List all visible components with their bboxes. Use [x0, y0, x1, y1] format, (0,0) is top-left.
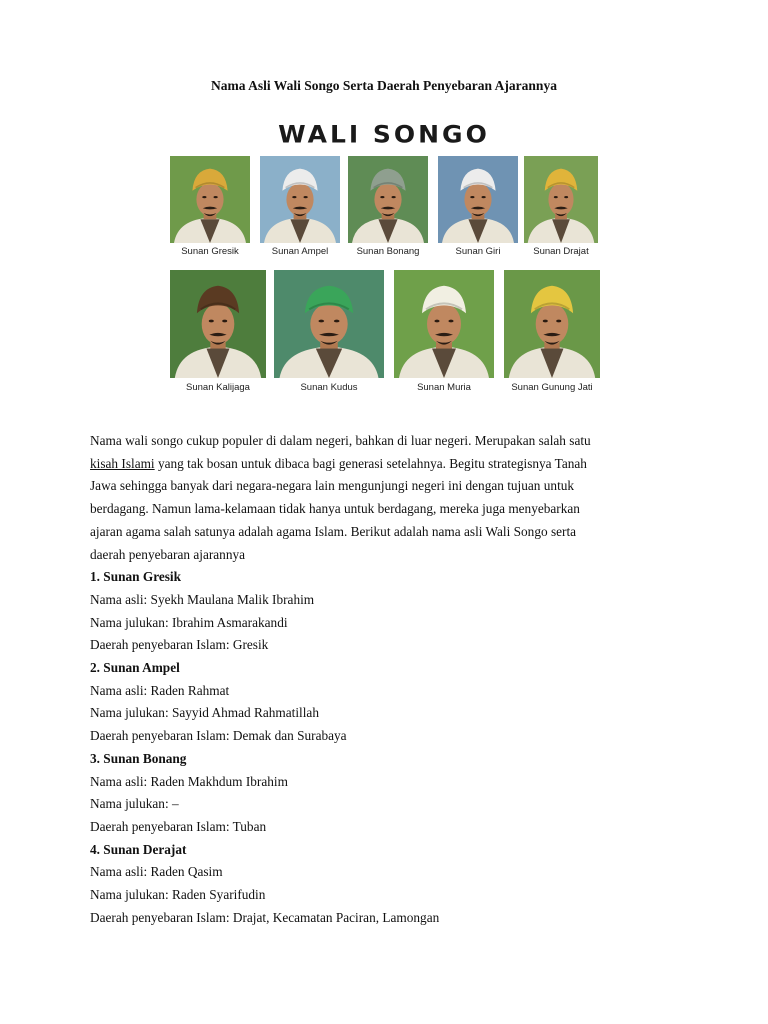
section-heading: 4. Sunan Derajat — [90, 841, 187, 857]
nama-julukan: Nama julukan: Sayyid Ahmad Rahmatillah — [90, 705, 319, 721]
nama-julukan: Nama julukan: Ibrahim Asmarakandi — [90, 614, 288, 630]
intro-line — [90, 453, 690, 476]
portrait-sunan-ampel — [260, 156, 340, 243]
nama-julukan: Nama julukan: Raden Syarifudin — [90, 887, 266, 903]
portrait-sunan-kalijaga — [170, 270, 266, 378]
caption-sunan-bonang: Sunan Bonang — [356, 246, 420, 257]
intro-line: berdagang. Namun lama-kelamaan tidak hanya untuk berdagang, mereka juga menyebarkan — [90, 501, 580, 517]
intro-line: ajaran agama salah satunya adalah agama Islam. Berikut adalah nama asli Wali Songo serta — [90, 523, 577, 539]
nama-asli: Nama asli: Syekh Maulana Malik Ibrahim — [90, 591, 315, 607]
portrait-art — [348, 156, 428, 243]
portrait-art — [260, 156, 340, 243]
portrait-art — [274, 270, 384, 378]
caption-sunan-ampel: Sunan Ampel — [271, 246, 329, 257]
caption-sunan-gresik: Sunan Gresik — [181, 246, 239, 257]
daerah-penyebaran: Daerah penyebaran Islam: Drajat, Kecamatan Paciran, Lamongan — [90, 909, 440, 925]
daerah-penyebaran: Daerah penyebaran Islam: Tuban — [90, 818, 267, 834]
banner-title: WALI SONGO — [278, 120, 490, 149]
intro-line: Nama wali songo cukup populer di dalam negeri, bahkan di luar negeri. Merupakan salah satu — [90, 433, 591, 448]
portrait-sunan-gresik — [170, 156, 250, 243]
wali-songo-image — [166, 118, 602, 400]
nama-julukan: Nama julukan: – — [90, 796, 179, 812]
portrait-sunan-giri — [438, 156, 518, 243]
intro-line-rest: yang tak bosan untuk dibaca bagi generasi setelahnya. Begitu strategisnya Tanah — [154, 455, 587, 471]
portrait-art — [170, 270, 266, 378]
caption-sunan-kalijaga: Sunan Kalijaga — [186, 382, 250, 393]
portrait-art — [394, 270, 494, 378]
caption-sunan-kudus: Sunan Kudus — [300, 382, 358, 393]
portrait-art — [438, 156, 518, 243]
portrait-sunan-gunung-jati — [504, 270, 600, 378]
nama-asli: Nama asli: Raden Rahmat — [90, 682, 230, 698]
section-heading: 3. Sunan Bonang — [90, 750, 187, 766]
portrait-art — [170, 156, 250, 243]
section-heading: 1. Sunan Gresik — [90, 569, 182, 585]
nama-asli: Nama asli: Raden Makhdum Ibrahim — [90, 773, 288, 789]
caption-sunan-giri: Sunan Giri — [455, 246, 501, 257]
article-body — [90, 430, 690, 929]
daerah-penyebaran: Daerah penyebaran Islam: Demak dan Surabaya — [90, 728, 347, 744]
portrait-art — [524, 156, 598, 243]
portrait-sunan-kudus — [274, 270, 384, 378]
document-title: Nama Asli Wali Songo Serta Daerah Penyebaran Ajarannya — [211, 78, 557, 93]
caption-sunan-drajat: Sunan Drajat — [533, 246, 589, 257]
nama-asli: Nama asli: Raden Qasim — [90, 864, 223, 880]
intro-line: Jawa sehingga banyak dari negara-negara lain mengunjungi negeri ini dengan tujuan untuk — [90, 478, 575, 494]
portrait-sunan-drajat — [524, 156, 598, 243]
caption-sunan-gunung-jati: Sunan Gunung Jati — [511, 382, 593, 393]
portrait-sunan-muria — [394, 270, 494, 378]
section-heading: 2. Sunan Ampel — [90, 660, 180, 676]
daerah-penyebaran: Daerah penyebaran Islam: Gresik — [90, 637, 269, 653]
intro-line: daerah penyebaran ajarannya — [90, 546, 246, 562]
kisah-islami-link[interactable]: kisah Islami — [90, 455, 155, 471]
portrait-sunan-bonang — [348, 156, 428, 243]
portrait-art — [504, 270, 600, 378]
caption-sunan-muria: Sunan Muria — [417, 382, 471, 393]
